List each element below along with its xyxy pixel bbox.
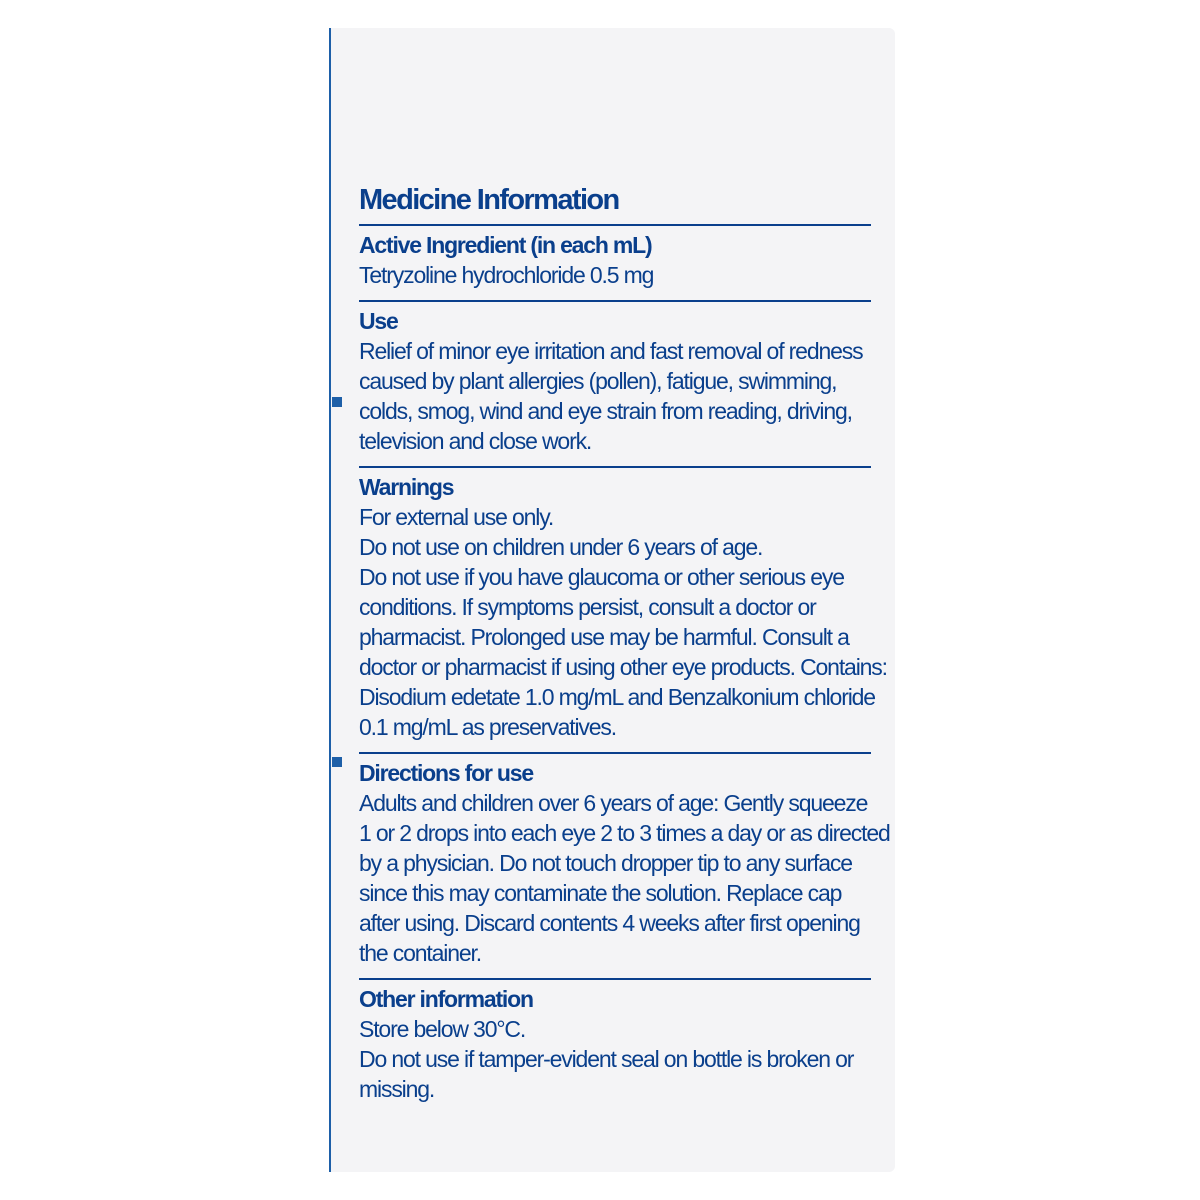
section-directions <box>359 758 890 974</box>
section-warnings <box>359 472 887 748</box>
body-line: colds, smog, wind and eye strain from reading, driving, <box>359 398 852 424</box>
body-line: by a physician. Do not touch dropper tip to any surface <box>359 850 852 876</box>
section-heading: Warnings <box>359 474 454 500</box>
divider <box>359 300 871 302</box>
body-line: Tetryzoline hydrochloride 0.5 mg <box>359 262 654 288</box>
body-line: conditions. If symptoms persist, consult a doctor or <box>359 594 816 620</box>
page-title: Medicine Information <box>359 184 619 216</box>
section-heading: Directions for use <box>359 760 533 786</box>
body-line: For external use only. <box>359 504 554 530</box>
section-body <box>359 788 890 974</box>
divider <box>359 978 871 980</box>
section-use <box>359 306 871 462</box>
section-heading: Active Ingredient (in each mL) <box>359 232 652 258</box>
body-line: Disodium edetate 1.0 mg/mL and Benzalkonium chloride <box>359 684 875 710</box>
body-line: Adults and children over 6 years of age: Gently squeeze <box>359 790 868 816</box>
edge-marker-lower <box>332 757 342 767</box>
body-line: pharmacist. Prolonged use may be harmful. Consult a <box>359 624 849 650</box>
divider <box>359 466 871 468</box>
section-body <box>359 260 871 296</box>
section-active-ingredient <box>359 230 871 296</box>
body-line: 1 or 2 drops into each eye 2 to 3 times a day or as directed <box>359 820 890 846</box>
body-line: Do not use on children under 6 years of age. <box>359 534 763 560</box>
body-line: doctor or pharmacist if using other eye products. Contains: <box>359 654 887 680</box>
body-line: Do not use if you have glaucoma or other serious eye <box>359 564 844 590</box>
body-line: Store below 30°C. <box>359 1016 526 1042</box>
divider <box>359 224 871 226</box>
section-body <box>359 502 887 748</box>
divider <box>359 752 871 754</box>
body-line: Do not use if tamper-evident seal on bottle is broken or <box>359 1046 854 1072</box>
section-heading: Use <box>359 308 398 334</box>
body-line: missing. <box>359 1076 435 1102</box>
body-line: the container. <box>359 940 482 966</box>
section-body <box>359 336 871 462</box>
section-other-information <box>359 984 871 1110</box>
body-line: television and close work. <box>359 428 592 454</box>
body-line: 0.1 mg/mL as preservatives. <box>359 714 616 740</box>
body-line: Relief of minor eye irritation and fast removal of redness <box>359 338 863 364</box>
body-line: since this may contaminate the solution. Replace cap <box>359 880 842 906</box>
body-line: after using. Discard contents 4 weeks after first opening <box>359 910 860 936</box>
edge-marker-upper <box>332 397 342 407</box>
section-heading: Other information <box>359 986 533 1012</box>
section-body <box>359 1014 871 1110</box>
body-line: caused by plant allergies (pollen), fatigue, swimming, <box>359 368 837 394</box>
medicine-information <box>359 180 890 1110</box>
